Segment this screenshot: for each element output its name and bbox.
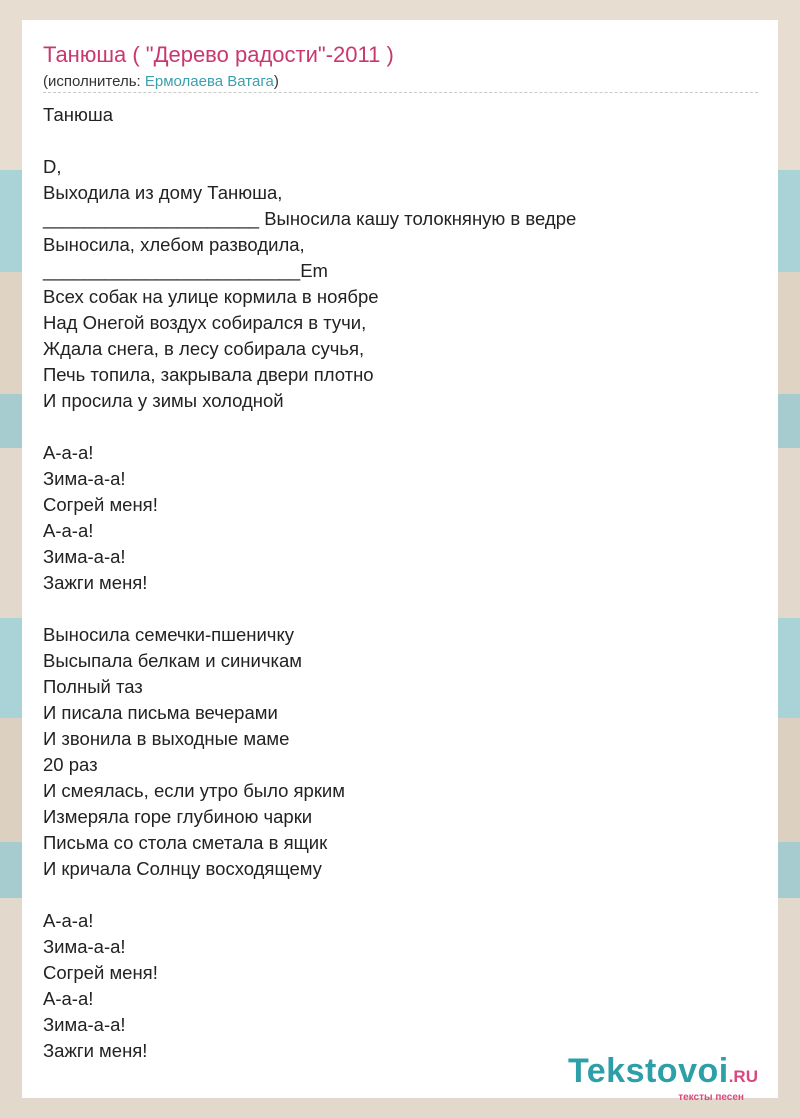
lyric-line: Зима-а-а! [43,468,126,489]
header-divider [43,92,758,93]
lyric-line: Зима-а-а! [43,936,126,957]
logo-name: Tekstovoi [568,1052,729,1090]
lyric-line: А-а-а! [43,520,94,541]
artist-line [43,73,279,90]
lyric-line: _________________________Em [43,260,328,281]
lyric-line: А-а-а! [43,442,94,463]
lyric-line [43,414,576,440]
lyric-line: Согрей меня! [43,962,158,983]
lyrics-text [43,102,576,1064]
lyric-line: И кричала Солнцу восходящему [43,858,322,879]
lyric-line: Зажги меня! [43,1040,148,1061]
lyrics-card [22,20,778,1103]
lyric-line: Выносила семечки-пшеничку [43,624,294,645]
lyric-line: _____________________ Выносила кашу толокняную в ведре [43,208,577,229]
lyric-line: Танюша [43,104,113,125]
artist-suffix: ) [273,73,279,90]
lyric-line: Ждала снега, в лесу собирала сучья, [43,338,365,359]
lyric-line: Измеряла горе глубиною чарки [43,806,313,827]
lyric-line: А-а-а! [43,910,94,931]
lyric-line [43,596,576,622]
lyric-line [43,882,576,908]
artist-link[interactable]: Ермолаева Ватага [144,73,274,90]
lyric-line: Всех собак на улице кормила в ноябре [43,286,379,307]
lyric-line: Выходила из дому Танюша, [43,182,283,203]
lyric-line: И писала письма вечерами [43,702,278,723]
logo-tagline: тексты песен [678,1092,744,1103]
lyric-line: И звонила в выходные маме [43,728,290,749]
artist-prefix: (исполнитель: [43,73,145,90]
lyric-line: Печь топила, закрывала двери плотно [43,364,374,385]
lyric-line: D, [43,156,62,177]
lyric-line: Над Онегой воздух собирался в тучи, [43,312,367,333]
lyric-line: Высыпала белкам и синичкам [43,650,302,671]
lyric-line [43,128,576,154]
logo-tld: .RU [728,1067,758,1086]
song-title: Танюша ( "Дерево радости"-2011 ) [43,42,394,67]
lyric-line: Зима-а-а! [43,546,126,567]
lyric-line: 20 раз [43,754,98,775]
lyric-line: И смеялась, если утро было ярким [43,780,345,801]
lyric-line: Полный таз [43,676,143,697]
lyric-line: Письма со стола сметала в ящик [43,832,328,853]
lyric-line: Согрей меня! [43,494,158,515]
lyric-line: Зима-а-а! [43,1014,126,1035]
lyric-line: И просила у зимы холодной [43,390,284,411]
lyric-line: А-а-а! [43,988,94,1009]
site-logo[interactable] [568,1052,758,1103]
lyric-line: Зажги меня! [43,572,148,593]
lyric-line: Выносила, хлебом разводила, [43,234,305,255]
